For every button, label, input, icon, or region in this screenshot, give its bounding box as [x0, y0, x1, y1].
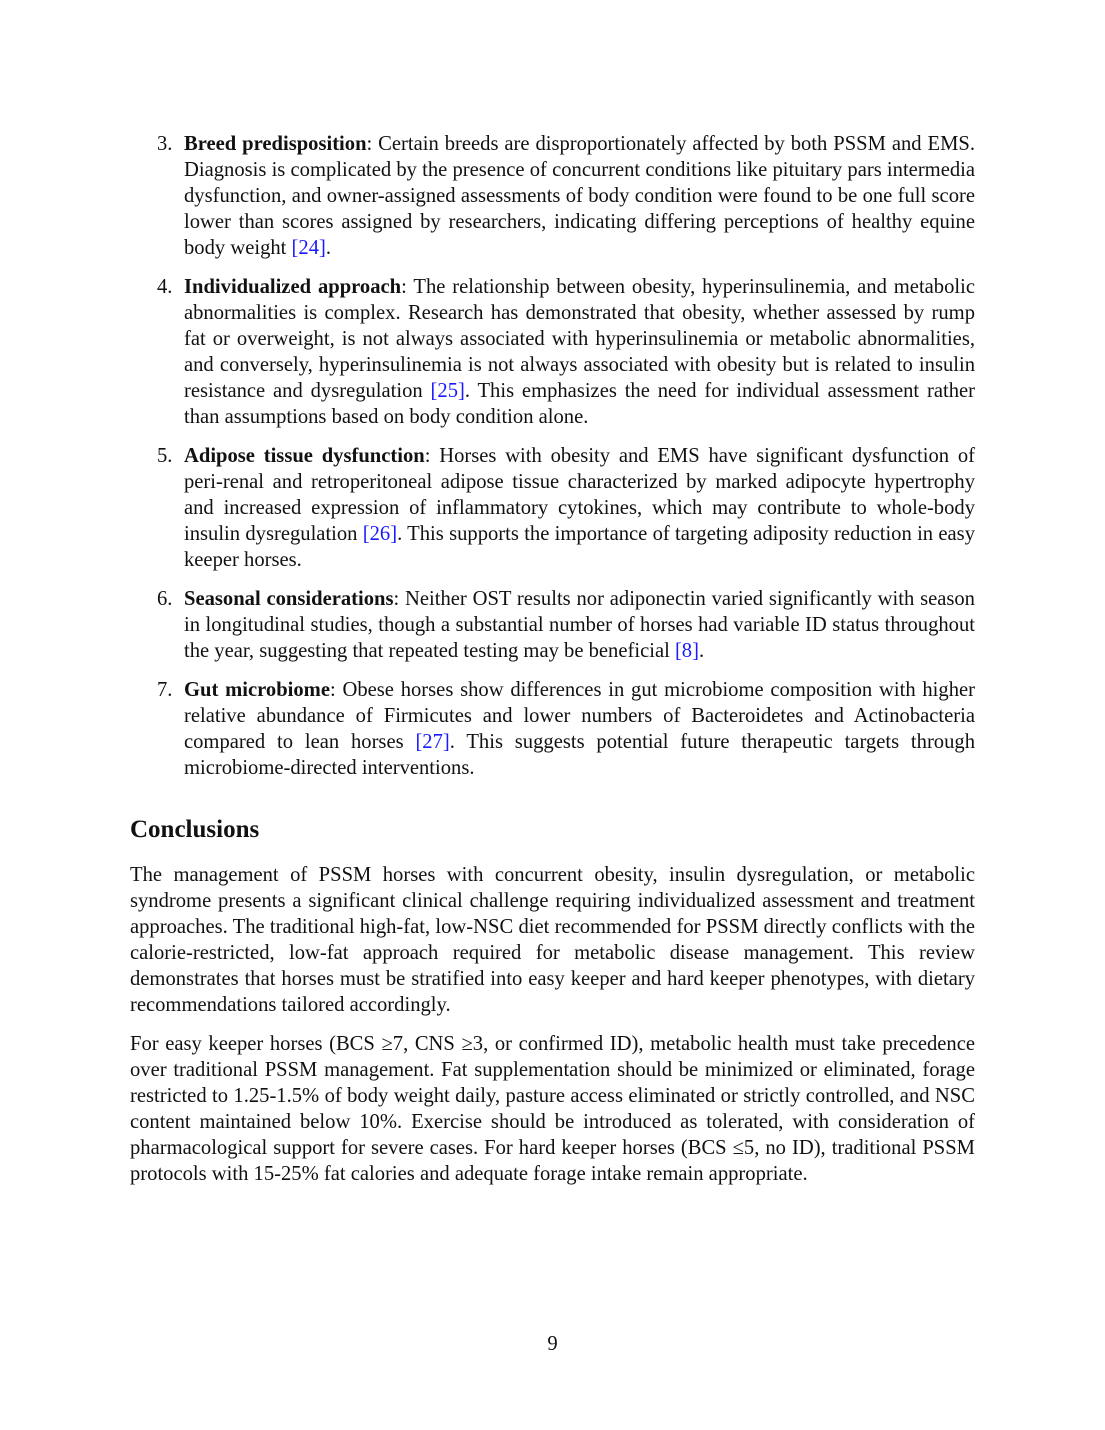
list-item: [130, 443, 975, 573]
citation-link[interactable]: [25]: [430, 380, 465, 402]
conclusions-paragraph: The management of PSSM horses with concurrent obesity, insulin dysregulation, or metabolic syndrome presents a significant clinical challenge requiring individualized assessment and treatment approaches. The traditional high-fat, low-NSC diet recommended for PSSM directly conflicts with the calorie-restricted, low-fat approach required for metabolic disease management. This review demonstrates that horses must be stratified into easy keeper and hard keeper phenotypes, with dietary recommendations tailored accordingly.: [130, 864, 975, 1016]
list-item-text-end: .: [325, 237, 332, 259]
citation-link[interactable]: [24]: [291, 237, 326, 259]
list-item-term: Gut microbiome: [184, 679, 330, 701]
list-item-term: Breed predisposition: [184, 133, 367, 155]
list-item-number: 3.: [157, 133, 173, 155]
list-item-text: : Obese horses show differences in gut microbiome composition with higher relative abundance of Firmicutes and lower numbers of Bacteroidetes and Actinobacteria compared to lean horses: [184, 679, 975, 753]
citation-link[interactable]: [8]: [674, 640, 699, 662]
list-item-text-end: . This suggests potential future therapeutic targets through microbiome-directed interventions.: [184, 731, 975, 779]
list-item-text: : The relationship between obesity, hyperinsulinemia, and metabolic abnormalities is complex. Research has demonstrated that obesity, whether assessed by rump fat or overweight, is not always associated with hyperinsulinemia or metabolic abnormalities, and conversely, hyperinsulinemia is not always associated with obesity but is related to insulin resistance and dysregulation: [184, 276, 975, 402]
findings-list: [130, 131, 975, 781]
list-item: [130, 131, 975, 261]
list-item-text-end: . This supports the importance of targeting adiposity reduction in easy keeper horses.: [184, 523, 975, 571]
citation-link[interactable]: [26]: [362, 523, 398, 545]
list-item-number: 4.: [157, 276, 173, 298]
list-item: [130, 677, 975, 781]
list-item-term: Seasonal considerations: [184, 588, 394, 610]
list-item-text-end: .: [698, 640, 705, 662]
page-number: 9: [547, 1333, 558, 1355]
list-item: [130, 586, 975, 664]
list-item-number: 5.: [157, 445, 173, 467]
conclusions-paragraph: For easy keeper horses (BCS ≥7, CNS ≥3, or confirmed ID), metabolic health must take precedence over traditional PSSM management. Fat supplementation should be minimized or eliminated, forage restricted to 1.25-1.5% of body weight daily, pasture access eliminated or strictly controlled, and NSC content maintained below 10%. Exercise should be introduced as tolerated, with consideration of pharmacological support for severe cases. For hard keeper horses (BCS ≤5, no ID), traditional PSSM protocols with 15-25% fat calories and adequate forage intake remain appropriate.: [130, 1033, 975, 1185]
list-item: [130, 274, 975, 430]
list-item-number: 6.: [157, 588, 173, 610]
list-item-text-end: . This emphasizes the need for individual assessment rather than assumptions based on body condition alone.: [184, 380, 975, 428]
citation-link[interactable]: [27]: [415, 731, 450, 753]
list-item-term: Adipose tissue dysfunction: [184, 445, 425, 467]
page-content: [130, 131, 975, 1200]
list-item-text: : Neither OST results nor adiponectin varied significantly with season in longitudinal studies, though a substantial number of horses had variable ID status throughout the year, suggesting that repeated testing may be beneficial: [184, 588, 975, 662]
list-item-term: Individualized approach: [184, 276, 402, 298]
list-item-number: 7.: [157, 679, 173, 701]
section-heading-conclusions: Conclusions: [130, 816, 260, 843]
list-item-text: : Certain breeds are disproportionately affected by both PSSM and EMS. Diagnosis is complicated by the presence of concurrent conditions like pituitary pars intermedia dysfunction, and owner-assigned assessments of body condition were found to be one full score lower than scores assigned by researchers, indicating differing perceptions of healthy equine body weight: [184, 133, 975, 259]
list-item-text: : Horses with obesity and EMS have significant dysfunction of peri-renal and retroperitoneal adipose tissue characterized by marked adipocyte hypertrophy and increased expression of inflammatory cytokines, which may contribute to whole-body insulin dysregulation: [184, 445, 975, 545]
